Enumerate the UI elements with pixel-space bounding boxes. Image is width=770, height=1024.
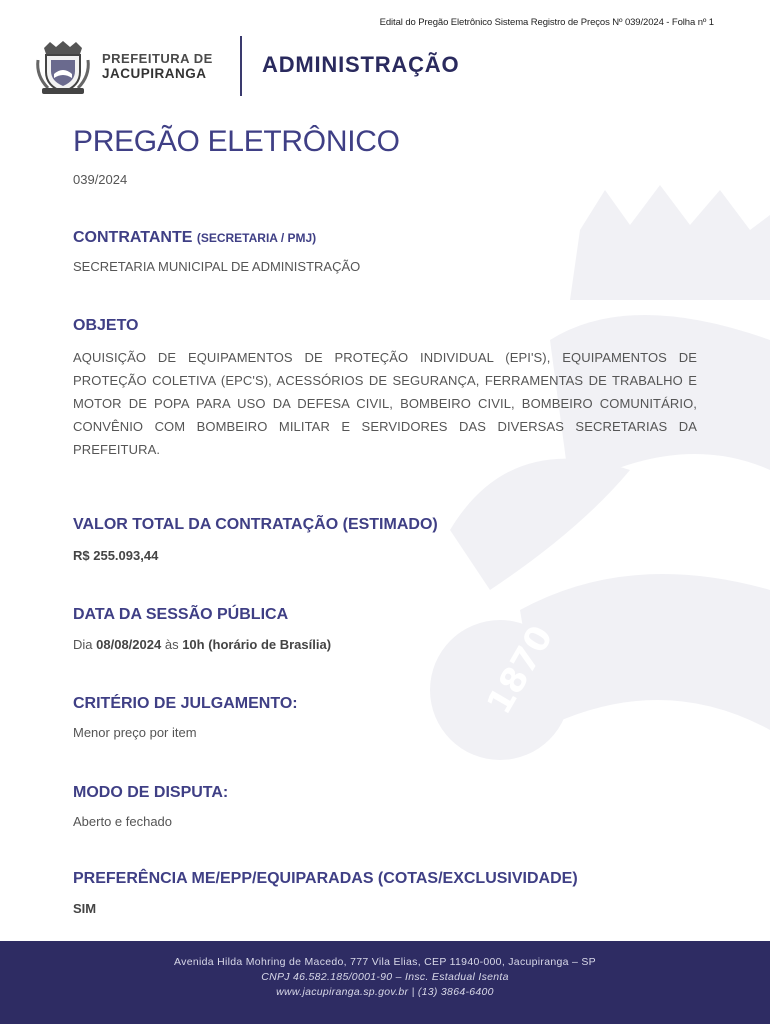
sessao-time: 10h (horário de Brasília) [182, 637, 332, 652]
contratante-heading-label: CONTRATANTE [73, 229, 193, 246]
valor-value: R$ 255.093,44 [73, 548, 159, 563]
page-footer [0, 941, 770, 1024]
logo-line2: JACUPIRANGA [102, 66, 207, 81]
contratante-subheading: (SECRETARIA / PMJ) [196, 231, 317, 245]
footer-cnpj: CNPJ 46.582.185/0001-90 – Insc. Estadual Isenta [261, 971, 509, 983]
sessao-date: 08/08/2024 [96, 637, 162, 652]
header-note: Edital do Pregão Eletrônico Sistema Registro de Preços Nº 039/2024 - Folha nº 1 [379, 17, 714, 28]
preferencia-value: SIM [73, 901, 97, 916]
department-name: ADMINISTRAÇÃO [262, 52, 460, 77]
crest-watermark [430, 170, 770, 790]
page-title: PREGÃO ELETRÔNICO [73, 125, 400, 158]
prefeitura-logo [34, 36, 504, 98]
watermark-city: JACUPI [655, 733, 769, 768]
sessao-value [73, 637, 331, 652]
modo-value: Aberto e fechado [73, 814, 173, 829]
logo-line1: PREFEITURA DE [102, 51, 213, 66]
city-crest-icon [34, 38, 92, 96]
sessao-mid: às [164, 637, 179, 652]
footer-address: Avenida Hilda Mohring de Macedo, 777 Vila Elias, CEP 11940-000, Jacupiranga – SP [174, 956, 596, 968]
contratante-value: SECRETARIA MUNICIPAL DE ADMINISTRAÇÃO [73, 259, 361, 274]
logo-divider [240, 36, 242, 96]
footer-contact: www.jacupiranga.sp.gov.br | (13) 3864-6400 [276, 986, 494, 998]
preferencia-heading: PREFERÊNCIA ME/EPP/EQUIPARADAS (COTAS/EXCLUSIVIDADE) [73, 870, 578, 887]
modo-heading: MODO DE DISPUTA: [73, 784, 229, 801]
sessao-prefix: Dia [73, 637, 93, 652]
contratante-heading [73, 229, 316, 247]
document-number: 039/2024 [73, 172, 128, 187]
objeto-heading: OBJETO [73, 317, 139, 334]
valor-heading: VALOR TOTAL DA CONTRATAÇÃO (ESTIMADO) [73, 516, 438, 533]
sessao-heading: DATA DA SESSÃO PÚBLICA [73, 606, 289, 623]
watermark-year: 1870 [479, 619, 562, 722]
criterio-value: Menor preço por item [73, 725, 197, 740]
objeto-value: AQUISIÇÃO DE EQUIPAMENTOS DE PROTEÇÃO INDIVIDUAL (EPI'S), EQUIPAMENTOS DE PROTEÇÃO COLETIVA (EPC'S), ACESSÓRIOS DE SEGURANÇA, FERRAMENTAS DE TRABALHO E MOTOR DE POPA PARA USO DA DEFESA CIVIL, BOMBEIRO CIVIL, BOMBEIRO COMUNITÁRIO, CONVÊNIO COM BOMBEIRO MILITAR E SERVIDORES DAS DIVERSAS SECRETARIAS DA PREFEITURA. [73, 350, 697, 457]
criterio-heading: CRITÉRIO DE JULGAMENTO: [73, 695, 298, 712]
